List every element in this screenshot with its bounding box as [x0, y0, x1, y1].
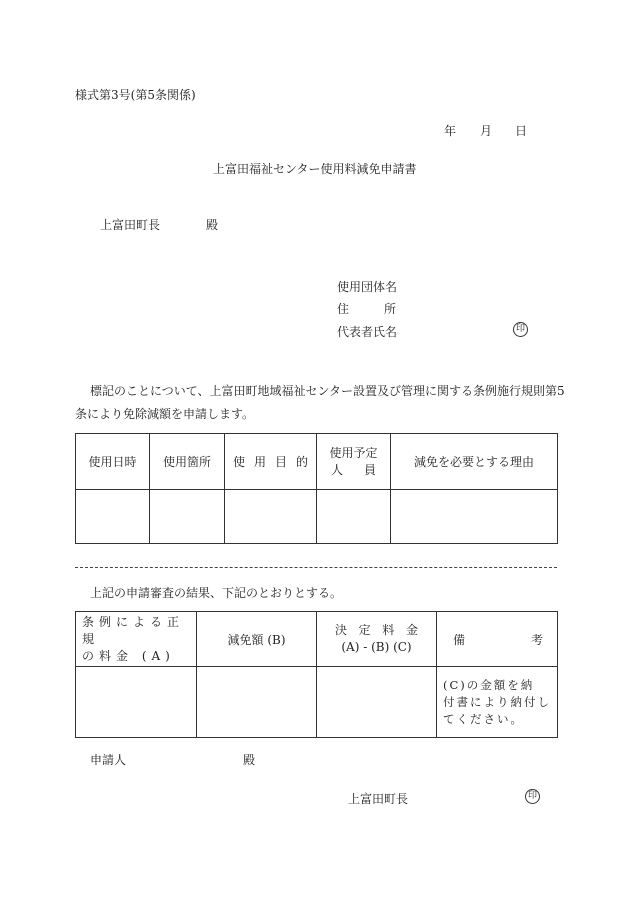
fee-table — [75, 611, 558, 738]
body-text-line-1: 標記のことについて、上富田町地域福祉センター設置及び管理に関する条例施行規則第5 — [90, 384, 565, 398]
decided-fee-char-4: 金 — [405, 623, 418, 637]
applicant-honorific: 殿 — [243, 753, 256, 767]
page-title: 上富田福祉センター使用料減免申請書 — [213, 162, 417, 176]
reduction-amount-cell[interactable] — [197, 667, 317, 738]
group-name-label: 使用団体名 — [337, 280, 398, 294]
fee-table-header-row — [76, 612, 558, 667]
form-number: 様式第3号(第5条関係) — [75, 88, 196, 102]
body-text-line-2: 条により免除減額を申請します。 — [75, 407, 255, 421]
address-label-1: 住 — [337, 302, 350, 316]
address-label-2: 所 — [384, 302, 397, 316]
date-month-label: 月 — [480, 124, 493, 138]
regular-fee-line-1: 条例による正規 — [82, 614, 185, 646]
remarks-note-cell — [437, 667, 558, 738]
applicant-label: 申請人 — [90, 753, 127, 767]
purpose-char-4: 的 — [295, 455, 308, 469]
regular-fee-cell[interactable] — [76, 667, 197, 738]
remarks-char-2: 考 — [530, 632, 543, 647]
usage-attendees-cell[interactable] — [317, 490, 391, 544]
usage-attendees-header — [317, 434, 391, 490]
attendees-line-2 — [317, 462, 390, 479]
fee-table-value-row — [76, 667, 558, 738]
mayor-seal-icon: 印 — [525, 789, 540, 804]
review-result-text: 上記の申請審査の結果、下記のとおりとする。 — [90, 586, 343, 600]
attendees-char-1: 人 — [331, 462, 344, 477]
purpose-char-3: 目 — [274, 455, 287, 469]
attendees-line-1: 使用予定 — [329, 445, 378, 460]
seal-icon: 印 — [513, 322, 528, 337]
remarks-note-line-1: (C)の金額を納 — [443, 677, 535, 692]
mayor-signature-label: 上富田町長 — [348, 792, 409, 806]
usage-reason-cell[interactable] — [391, 490, 558, 544]
usage-location-cell[interactable] — [150, 490, 225, 544]
usage-table-input-row — [76, 490, 558, 544]
regular-fee-line-2: の料金 (A) — [82, 648, 175, 663]
attendees-char-2: 員 — [363, 462, 376, 477]
remarks-note-line-3: てください。 — [443, 711, 524, 726]
remarks-char-1: 備 — [453, 632, 466, 647]
decided-fee-formula: (A) - (B) (C) — [341, 640, 412, 654]
usage-date-header: 使用日時 — [76, 434, 150, 490]
addressee-name: 上富田町長 — [100, 218, 161, 232]
remarks-note-line-2: 付書により納付し — [443, 694, 551, 709]
purpose-char-1: 使 — [233, 455, 246, 469]
date-year-label: 年 — [444, 124, 457, 138]
usage-purpose-header — [225, 434, 317, 490]
remarks-header — [437, 612, 558, 667]
usage-date-cell[interactable] — [76, 490, 150, 544]
decided-fee-cell[interactable] — [317, 667, 437, 738]
regular-fee-header — [76, 612, 197, 667]
decided-fee-header — [317, 612, 437, 667]
usage-table — [75, 433, 558, 544]
usage-purpose-cell[interactable] — [225, 490, 317, 544]
usage-location-header: 使用箇所 — [150, 434, 225, 490]
reduction-amount-header: 減免額 (B) — [197, 612, 317, 667]
decided-fee-char-2: 定 — [358, 623, 371, 637]
date-day-label: 日 — [515, 124, 528, 138]
decided-fee-char-1: 決 — [335, 623, 348, 637]
representative-label: 代表者氏名 — [337, 325, 398, 339]
usage-reason-header: 減免を必要とする理由 — [391, 434, 558, 490]
purpose-char-2: 用 — [253, 455, 266, 469]
addressee-honorific: 殿 — [206, 218, 219, 232]
usage-table-header-row — [76, 434, 558, 490]
decided-fee-char-3: 料 — [382, 623, 395, 637]
cut-line-divider — [75, 567, 557, 568]
